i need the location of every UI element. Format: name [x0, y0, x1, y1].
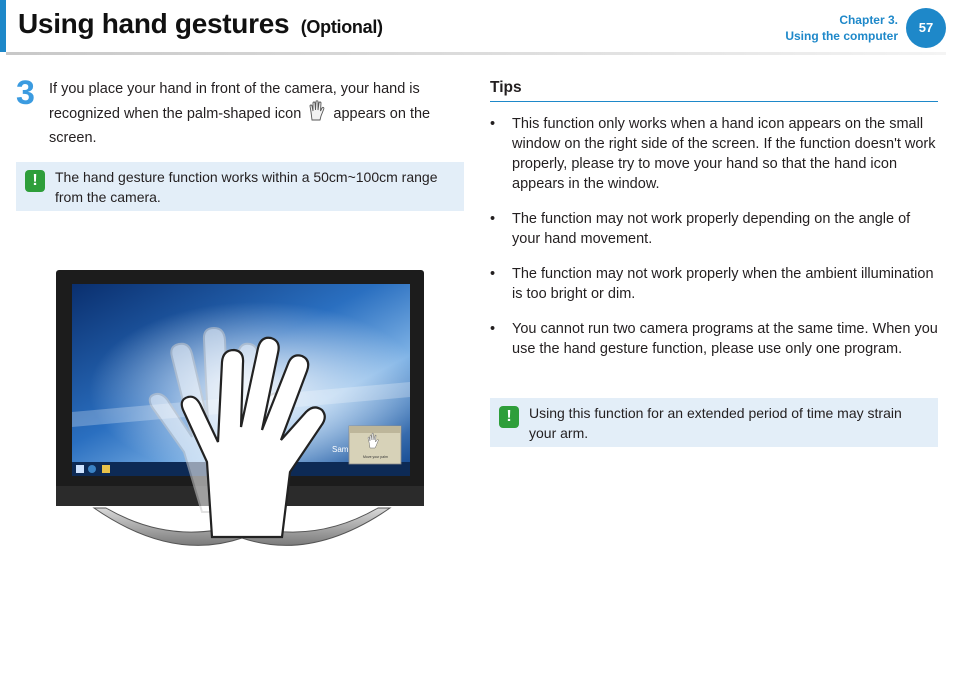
exclamation-icon: ! — [499, 406, 519, 428]
header-divider — [6, 52, 946, 55]
bullet: • — [490, 116, 496, 132]
list-item: • The function may not work properly when the ambient illumination is too bright or dim. — [490, 266, 934, 302]
illustration-monitor-hand — [52, 262, 432, 557]
title-optional: (Optional) — [300, 17, 383, 37]
palm-icon — [308, 100, 326, 129]
header-accent-bar — [0, 0, 6, 52]
list-item: • This function only works when a hand icon appears on the small window on the right side of the screen. If the function doesn't work properly, please try to move your hand so that the hand icon appears in the window. — [490, 116, 936, 192]
step-text: If you place your hand in front of the camera, your hand is recognized when the palm-shaped icon appears on the screen. — [49, 81, 431, 146]
note-arm-strain — [490, 398, 938, 447]
tips-list — [490, 114, 938, 374]
bullet: • — [490, 321, 496, 337]
monitor-illustration — [52, 262, 432, 552]
tips-heading: Tips — [490, 79, 522, 96]
list-item: • The function may not work properly depending on the angle of your hand movement. — [490, 211, 911, 247]
tips-divider — [490, 101, 938, 102]
bullet: • — [490, 266, 496, 282]
popup-caption: Move your palm — [363, 455, 388, 459]
list-item: • You cannot run two camera programs at the same time. When you use the hand gesture function, please use only one program. — [490, 321, 938, 357]
chapter-label — [785, 12, 898, 44]
exclamation-icon: ! — [25, 170, 45, 192]
page-number: 57 — [906, 8, 946, 48]
note-range — [16, 162, 464, 211]
note-text: Using this function for an extended period of time may strain your arm. — [529, 405, 902, 441]
note-text: The hand gesture function works within a 50cm~100cm range from the camera. — [55, 169, 438, 205]
screen-label: Sam — [332, 445, 349, 454]
page-title: Using hand gestures (Optional) — [18, 8, 383, 39]
chapter-number: Chapter 3. — [839, 13, 898, 27]
bullet: • — [490, 211, 496, 227]
step-number: 3 — [16, 74, 35, 112]
chapter-title: Using the computer — [785, 29, 898, 43]
